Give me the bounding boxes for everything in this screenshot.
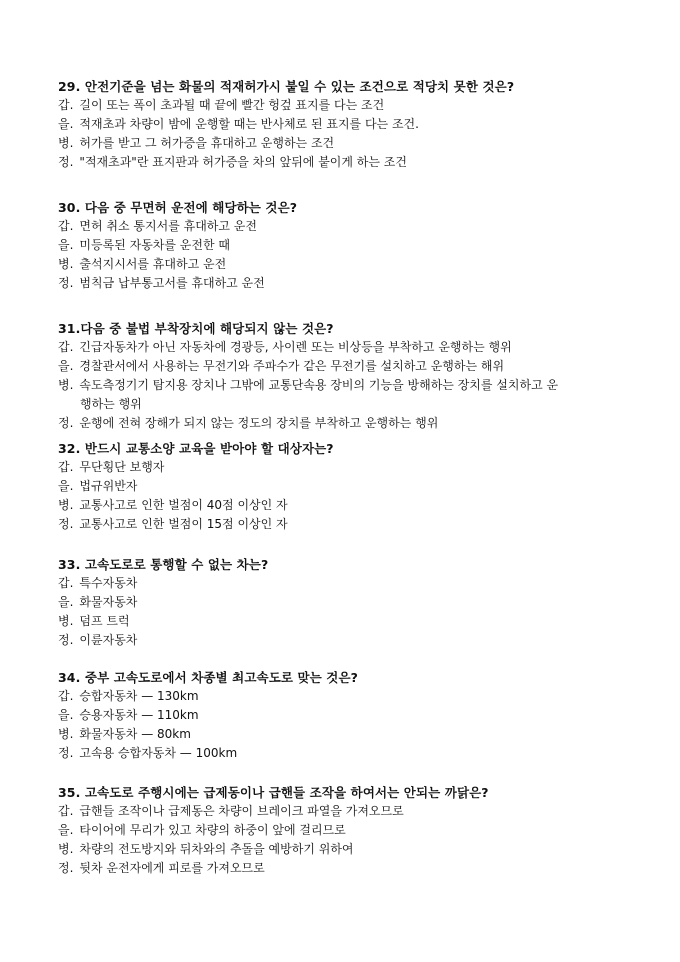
option-jeong xyxy=(58,744,658,763)
option-text: 운행에 전혀 장해가 되지 않는 정도의 장치를 부착하고 운행하는 행위 xyxy=(79,416,439,430)
option-mark: 정. xyxy=(58,633,74,647)
option-mark: 정. xyxy=(58,861,74,875)
option-text: 고속용 승합자동차 — 100km xyxy=(79,746,238,760)
option-text: 이륜자동차 xyxy=(79,633,138,647)
option-byeong xyxy=(58,255,658,274)
question-34 xyxy=(58,669,658,763)
option-mark: 병. xyxy=(58,498,74,512)
option-text: 무단횡단 보행자 xyxy=(79,460,165,474)
option-text: 교통사고로 인한 벌점이 40점 이상인 자 xyxy=(79,498,288,512)
option-eul xyxy=(58,706,658,725)
option-text: 뒷차 운전자에게 피로를 가져오므로 xyxy=(79,861,265,875)
option-eul xyxy=(58,593,658,612)
option-mark: 정. xyxy=(58,155,74,169)
question-35 xyxy=(58,784,658,878)
question-33 xyxy=(58,556,658,650)
question-title: 34. 중부 고속도로에서 차종별 최고속도로 맞는 것은? xyxy=(58,670,359,685)
option-mark: 을. xyxy=(58,595,74,609)
option-mark: 병. xyxy=(58,257,74,271)
option-eul xyxy=(58,357,658,376)
option-gap xyxy=(58,338,658,357)
option-mark: 을. xyxy=(58,708,74,722)
option-mark: 병. xyxy=(58,727,74,741)
option-jeong xyxy=(58,414,658,433)
option-mark: 정. xyxy=(58,517,74,531)
option-text: 덤프 트럭 xyxy=(79,614,130,628)
option-text: 승합자동차 — 130km xyxy=(79,689,199,703)
option-gap xyxy=(58,687,658,706)
question-31 xyxy=(58,320,658,433)
option-mark: 병. xyxy=(58,378,74,392)
option-mark: 갑. xyxy=(58,460,74,474)
option-jeong xyxy=(58,153,658,172)
option-text: 화물자동차 xyxy=(79,595,138,609)
option-byeong xyxy=(58,134,658,153)
option-mark: 갑. xyxy=(58,340,74,354)
question-title: 32. 반드시 교통소양 교육을 받아야 할 대상자는? xyxy=(58,441,334,456)
question-title: 30. 다음 중 무면허 운전에 해당하는 것은? xyxy=(58,200,298,215)
option-jeong xyxy=(58,859,658,878)
option-mark: 갑. xyxy=(58,804,74,818)
option-eul xyxy=(58,821,658,840)
question-title: 29. 안전기준을 넘는 화물의 적재허가시 붙일 수 있는 조건으로 적당치 못한 것은? xyxy=(58,79,515,94)
option-text: 특수자동차 xyxy=(79,576,138,590)
option-mark: 병. xyxy=(58,136,74,150)
option-byeong xyxy=(58,496,658,515)
option-gap xyxy=(58,458,658,477)
option-gap xyxy=(58,96,658,115)
option-text: 차량의 전도방지와 뒤차와의 추돌을 예방하기 위하여 xyxy=(79,842,354,856)
option-text: 미등록된 자동차를 운전한 때 xyxy=(79,238,230,252)
option-byeong xyxy=(58,725,658,744)
question-title: 33. 고속도로로 통행할 수 없는 차는? xyxy=(58,557,269,572)
option-text: 출석지시서를 휴대하고 운전 xyxy=(79,257,227,271)
option-text: 범칙금 납부통고서를 휴대하고 운전 xyxy=(79,276,265,290)
option-text: 허가를 받고 그 허가증을 휴대하고 운행하는 조건 xyxy=(79,136,335,150)
option-mark: 을. xyxy=(58,823,74,837)
option-eul xyxy=(58,236,658,255)
option-byeong xyxy=(58,612,658,631)
option-mark: 정. xyxy=(58,416,74,430)
option-eul xyxy=(58,477,658,496)
option-text: "적재초과"란 표지판과 허가증을 차의 앞뒤에 붙이게 하는 조건 xyxy=(79,155,407,169)
option-continuation: 행하는 행위 xyxy=(80,397,142,411)
option-jeong xyxy=(58,515,658,534)
option-mark: 갑. xyxy=(58,689,74,703)
question-32 xyxy=(58,440,658,534)
option-text: 타이어에 무리가 있고 차량의 하중이 앞에 걸리므로 xyxy=(79,823,346,837)
option-text: 급핸들 조작이나 급제동은 차량이 브레이크 파열을 가져오므로 xyxy=(79,804,404,818)
option-eul xyxy=(58,115,658,134)
option-mark: 을. xyxy=(58,359,74,373)
option-byeong xyxy=(58,376,658,395)
option-text: 긴급자동차가 아닌 자동차에 경광등, 사이렌 또는 비상등을 부착하고 운행하는 행위 xyxy=(79,340,512,354)
option-text: 적재초과 차량이 밤에 운행할 때는 반사체로 된 표지를 다는 조건. xyxy=(79,117,419,131)
option-mark: 을. xyxy=(58,117,74,131)
option-text: 법규위반자 xyxy=(79,479,138,493)
option-text: 화물자동차 — 80km xyxy=(79,727,191,741)
question-title: 31.다음 중 불법 부착장치에 해당되지 않는 것은? xyxy=(58,321,334,336)
question-30 xyxy=(58,199,658,293)
option-mark: 병. xyxy=(58,842,74,856)
option-jeong xyxy=(58,274,658,293)
option-mark: 병. xyxy=(58,614,74,628)
option-mark: 을. xyxy=(58,479,74,493)
option-text: 면허 취소 통지서를 휴대하고 운전 xyxy=(79,219,257,233)
option-jeong xyxy=(58,631,658,650)
question-29 xyxy=(58,78,658,172)
question-title: 35. 고속도로 주행시에는 급제동이나 급핸들 조작을 하여서는 안되는 까닭은? xyxy=(58,785,489,800)
option-byeong xyxy=(58,840,658,859)
option-mark: 갑. xyxy=(58,98,74,112)
option-mark: 정. xyxy=(58,276,74,290)
option-text: 경찰관서에서 사용하는 무전기와 주파수가 같은 무전기를 설치하고 운행하는 해위 xyxy=(79,359,505,373)
option-text: 속도측정기기 탐지용 장치나 그밖에 교통단속용 장비의 기능을 방해하는 장치를 설치하고 운 xyxy=(79,378,559,392)
option-text: 승용자동차 — 110km xyxy=(79,708,199,722)
option-gap xyxy=(58,802,658,821)
option-text: 길이 또는 폭이 초과될 때 끝에 빨간 헝겊 표지를 다는 조건 xyxy=(79,98,385,112)
option-mark: 갑. xyxy=(58,576,74,590)
option-mark: 정. xyxy=(58,746,74,760)
option-gap xyxy=(58,217,658,236)
option-mark: 을. xyxy=(58,238,74,252)
option-mark: 갑. xyxy=(58,219,74,233)
option-gap xyxy=(58,574,658,593)
option-text: 교통사고로 인한 벌점이 15점 이상인 자 xyxy=(79,517,288,531)
